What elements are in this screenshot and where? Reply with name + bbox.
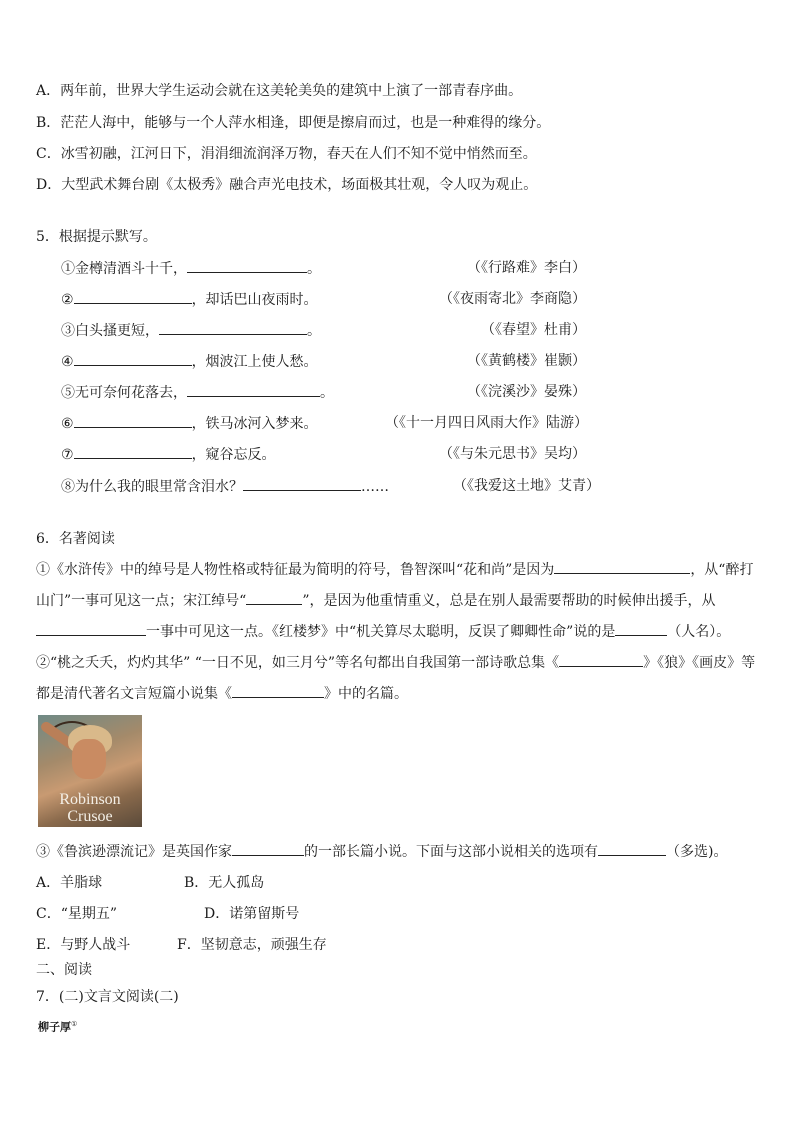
q6-paragraph-3: [36, 841, 727, 862]
q5-item-text: 。: [307, 261, 321, 277]
q5-source-1: （《行路难》李白）: [467, 260, 586, 276]
q5-item-text: ②: [61, 292, 74, 308]
answer-blank[interactable]: [246, 590, 302, 605]
section-heading: 二、阅读: [36, 962, 92, 978]
q5-item-text: ，窥谷忘反。: [191, 447, 276, 463]
answer-blank[interactable]: [243, 476, 361, 491]
cover-title-line-2: Crusoe: [67, 808, 113, 825]
q5-item-7: [61, 444, 276, 465]
q6-option-b: B．无人孤岛: [184, 875, 265, 891]
cover-face-shape: [72, 739, 106, 779]
answer-blank[interactable]: [159, 320, 307, 335]
answer-blank[interactable]: [74, 444, 192, 459]
q6-text: ②“桃之夭夭，灼灼其华” “一日不见，如三月兮”等名句都出自我国第一部诗歌总集《: [36, 655, 560, 671]
q4-option-d: D．大型武术舞台剧《太极秀》融合声光电技术，场面极其壮观，令人叹为观止。: [36, 177, 538, 193]
q6-text: ，从“醉打山门”一事可见这一点；宋江绰号“: [36, 562, 754, 609]
q6-option-f: F．坚韧意志，顽强生存: [177, 937, 327, 953]
q5-source-7: （《与朱元思书》吴均）: [439, 446, 586, 462]
q5-item-text: ①金樽清酒斗十千，: [61, 261, 187, 277]
q4-option-a: A．两年前，世界大学生运动会就在这美轮美奂的建筑中上演了一部青春序曲。: [36, 83, 523, 99]
q5-title: 5．根据提示默写。: [36, 229, 157, 245]
q4-option-b: B．茫茫人海中，能够与一个人萍水相逢，即便是擦肩而过，也是一种难得的缘分。: [36, 115, 551, 131]
q5-source-8: （《我爱这土地》艾青）: [453, 478, 600, 494]
q7-title: 7．(二)文言文阅读(二): [36, 989, 179, 1005]
q5-item-text: ⑦: [61, 447, 74, 463]
answer-blank[interactable]: [615, 621, 667, 636]
q6-option-d: D．诺第留斯号: [204, 906, 300, 922]
q6-option-e: E．与野人战斗: [36, 937, 131, 953]
q5-item-8: [61, 476, 389, 497]
q6-text: 一事中可见这一点。《红楼梦》中“机关算尽太聪明，反误了卿卿性命”说的是: [146, 624, 616, 640]
q4-option-c: C．冰雪初融，江河日下，涓涓细流润泽万物，春天在人们不知不觉中悄然而至。: [36, 146, 537, 162]
q5-source-4: （《黄鹤楼》崔颢）: [467, 353, 586, 369]
q5-item-text: ……: [361, 479, 389, 495]
q5-item-1: [61, 258, 321, 279]
q5-item-text: ，铁马冰河入梦来。: [191, 416, 318, 432]
q5-source-5: （《浣溪沙》晏殊）: [467, 384, 586, 400]
q6-text: （人名）。: [667, 624, 731, 640]
q6-text: ①《水浒传》中的绰号是人物性格或特征最为简明的符号，鲁智深叫“花和尚”是因为: [36, 562, 555, 578]
q6-text: ③《鲁滨逊漂流记》是英国作家: [36, 844, 232, 860]
q5-item-text: ，却话巴山夜雨时。: [191, 292, 318, 308]
q6-text: （多选)。: [666, 844, 728, 860]
answer-blank[interactable]: [187, 382, 320, 397]
q6-title: 6．名著阅读: [36, 531, 115, 547]
q6-text: 》中的名篇。: [324, 686, 408, 702]
q6-paragraph-1: [36, 555, 758, 648]
q5-item-4: [61, 351, 318, 372]
cover-title-line-1: Robinson: [59, 791, 121, 808]
q6-text: ”，是因为他重情重义，总是在别人最需要帮助的时候伸出援手，从: [302, 593, 716, 609]
q6-paragraph-2: [36, 648, 758, 710]
q5-source-2: （《夜雨寄北》李商隐）: [439, 291, 586, 307]
q5-item-6: [61, 413, 318, 434]
robinson-crusoe-cover-image: [38, 715, 142, 827]
q5-item-text: 。: [320, 385, 334, 401]
q5-item-text: ③白头搔更短，: [61, 323, 159, 339]
q5-item-text: ⑧为什么我的眼里常含泪水？: [61, 479, 243, 495]
footnote-marker: ①: [71, 1020, 78, 1028]
answer-blank[interactable]: [559, 652, 643, 667]
answer-blank[interactable]: [187, 258, 307, 273]
q5-item-text: 。: [307, 323, 321, 339]
q5-item-text: ，烟波江上使人愁。: [191, 354, 318, 370]
q7-subtitle-text: 柳子厚: [38, 1020, 71, 1034]
q6-text: 》《狼》《画皮》等都是清代著名文言短篇小说集《: [36, 655, 756, 702]
answer-blank[interactable]: [598, 841, 666, 856]
q5-item-text: ⑥: [61, 416, 74, 432]
q5-item-3: [61, 320, 321, 341]
q6-option-c: C．“星期五”: [36, 906, 118, 922]
answer-blank[interactable]: [74, 351, 192, 366]
answer-blank[interactable]: [36, 621, 146, 636]
q5-item-text: ④: [61, 354, 74, 370]
q5-item-5: [61, 382, 334, 403]
q5-source-3: （《春望》杜甫）: [481, 322, 586, 338]
q5-item-text: ⑤无可奈何花落去，: [61, 385, 187, 401]
answer-blank[interactable]: [232, 683, 324, 698]
q6-option-a: A．羊脂球: [36, 875, 103, 891]
q7-subtitle: [38, 1017, 77, 1035]
q5-item-2: [61, 289, 318, 310]
q5-source-6: （《十一月四日风雨大作》陆游）: [385, 415, 588, 431]
answer-blank[interactable]: [232, 841, 304, 856]
answer-blank[interactable]: [74, 289, 192, 304]
q6-text: 的一部长篇小说。下面与这部小说相关的选项有: [304, 844, 598, 860]
answer-blank[interactable]: [554, 559, 690, 574]
answer-blank[interactable]: [74, 413, 192, 428]
